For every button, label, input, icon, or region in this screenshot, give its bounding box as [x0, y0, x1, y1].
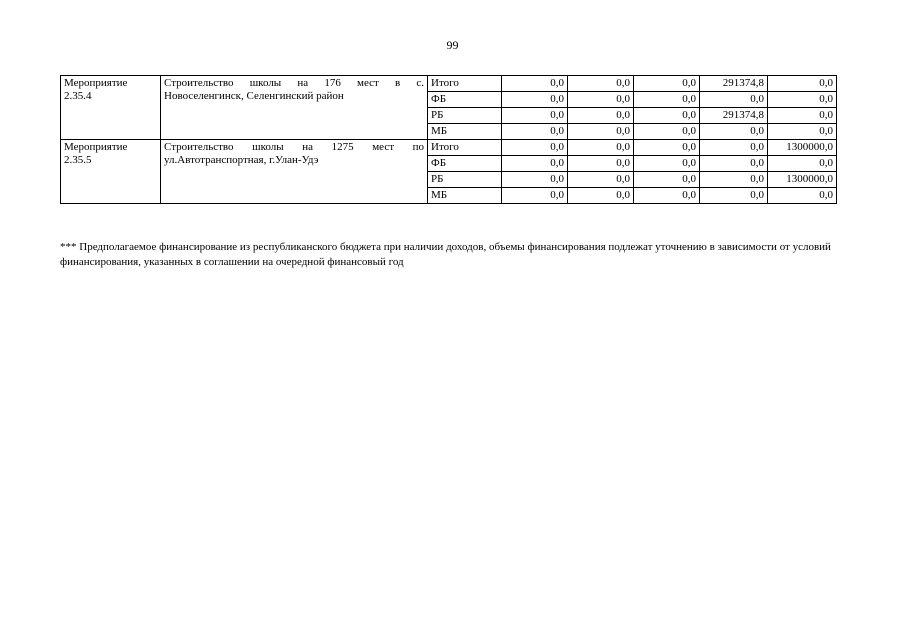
source-cell: Итого — [428, 76, 502, 92]
value-cell: 0,0 — [768, 156, 837, 172]
footnote: *** Предполагаемое финансирование из республиканского бюджета при наличии доходов, объемы финансирования подлежат уточнению в зависимости от условий финансирования, указанных в соглашении на очередной финансовый год — [60, 241, 831, 268]
value-cell: 0,0 — [768, 188, 837, 204]
event-cell: Мероприятие 2.35.4 — [61, 76, 161, 140]
value-cell: 0,0 — [634, 140, 700, 156]
value-cell: 0,0 — [768, 124, 837, 140]
table-row — [61, 76, 837, 92]
source-cell: РБ — [428, 172, 502, 188]
value-cell: 291374,8 — [700, 76, 768, 92]
value-cell: 0,0 — [634, 124, 700, 140]
source-cell: МБ — [428, 188, 502, 204]
value-cell: 0,0 — [568, 172, 634, 188]
value-cell: 0,0 — [568, 140, 634, 156]
source-cell: Итого — [428, 140, 502, 156]
value-cell: 0,0 — [700, 156, 768, 172]
source-cell: ФБ — [428, 156, 502, 172]
value-cell: 0,0 — [568, 92, 634, 108]
value-cell: 0,0 — [568, 156, 634, 172]
value-cell: 0,0 — [634, 188, 700, 204]
value-cell: 291374,8 — [700, 108, 768, 124]
value-cell: 0,0 — [634, 108, 700, 124]
value-cell: 0,0 — [502, 188, 568, 204]
value-cell: 0,0 — [502, 92, 568, 108]
value-cell: 0,0 — [568, 188, 634, 204]
page-number: 99 — [446, 38, 459, 52]
value-cell: 0,0 — [568, 76, 634, 92]
value-cell: 0,0 — [700, 92, 768, 108]
value-cell: 0,0 — [700, 124, 768, 140]
value-cell: 0,0 — [700, 172, 768, 188]
value-cell: 0,0 — [502, 140, 568, 156]
value-cell: 0,0 — [700, 188, 768, 204]
description-cell: Строительство школы на 176 мест в с. Новоселенгинск, Селенгинский район — [161, 76, 428, 140]
value-cell: 0,0 — [502, 124, 568, 140]
source-cell: ФБ — [428, 92, 502, 108]
value-cell: 0,0 — [768, 92, 837, 108]
value-cell: 0,0 — [568, 108, 634, 124]
value-cell: 0,0 — [634, 76, 700, 92]
value-cell: 0,0 — [502, 76, 568, 92]
value-cell: 1300000,0 — [768, 172, 837, 188]
value-cell: 0,0 — [568, 124, 634, 140]
event-cell: Мероприятие 2.35.5 — [61, 140, 161, 204]
description-cell: Строительство школы на 1275 мест по ул.Автотранспортная, г.Улан-Удэ — [161, 140, 428, 204]
value-cell: 0,0 — [634, 92, 700, 108]
financing-table — [60, 75, 837, 204]
source-cell: РБ — [428, 108, 502, 124]
value-cell: 1300000,0 — [768, 140, 837, 156]
value-cell: 0,0 — [768, 108, 837, 124]
value-cell: 0,0 — [502, 156, 568, 172]
source-cell: МБ — [428, 124, 502, 140]
table-row — [61, 140, 837, 156]
value-cell: 0,0 — [502, 172, 568, 188]
value-cell: 0,0 — [768, 76, 837, 92]
value-cell: 0,0 — [502, 108, 568, 124]
value-cell: 0,0 — [700, 140, 768, 156]
value-cell: 0,0 — [634, 156, 700, 172]
value-cell: 0,0 — [634, 172, 700, 188]
